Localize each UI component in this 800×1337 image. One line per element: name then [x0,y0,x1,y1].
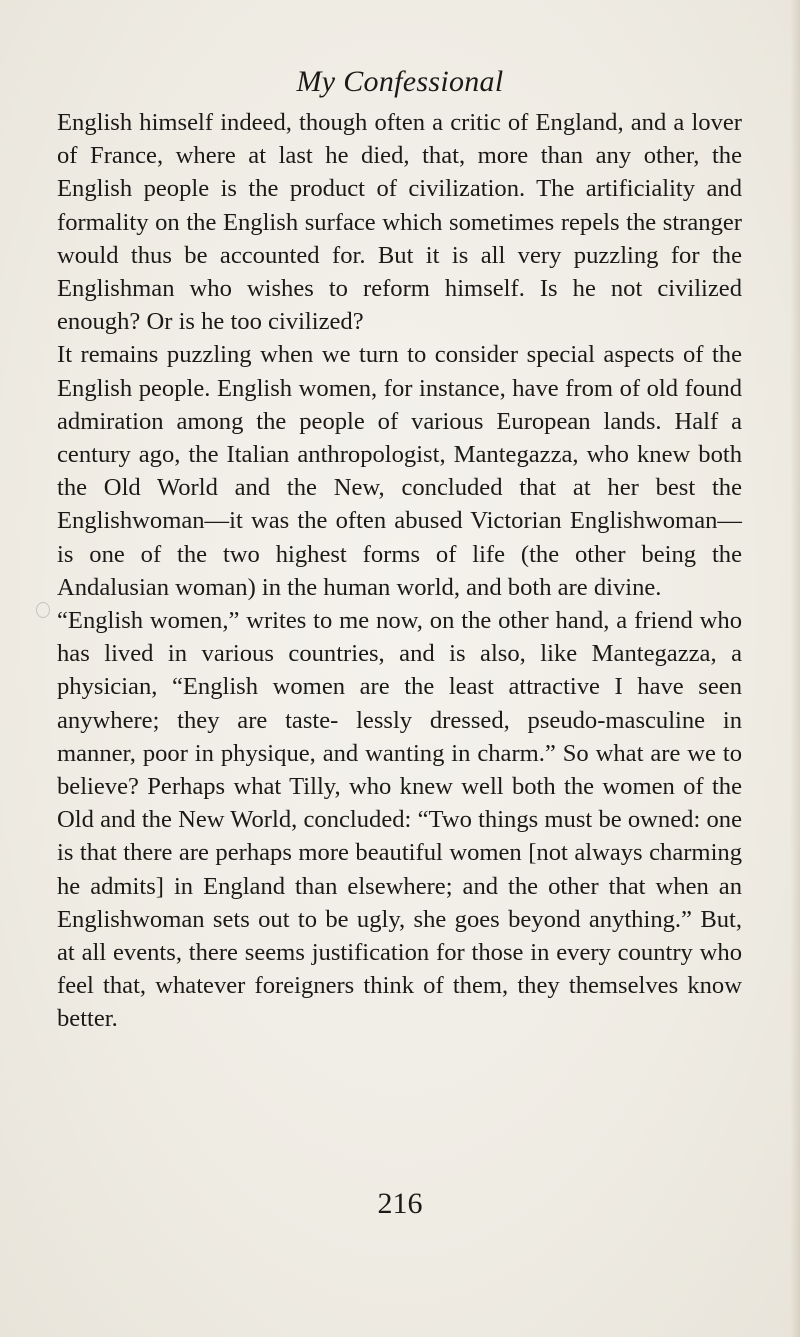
page-edge-shadow [790,0,800,1337]
margin-pencil-mark [36,602,50,618]
body-text [57,106,742,1036]
paragraph-2: It remains puzzling when we turn to consider special aspects of the English people. English women, for instance, have from of old found admiration among the people of various European lands. Half a century ago, the Italian anthropologist, Mantegazza, who knew both the Old World and the New, concluded that at her best the Englishwoman—it was the often abused Victorian Englishwoman—is one of the two highest forms of life (the other being the Andalusian woman) in the human world, and both are divine. [57,341,742,601]
page-number: 216 [377,1187,423,1220]
paragraph-3: “English women,” writes to me now, on the other hand, a friend who has lived in various countries, and is also, like Mantegazza, a physician, “English women are the least attractive I have seen anywhere; they are taste- lessly dressed, pseudo-masculine in manner, poor in physique, and wanting in charm.” So what are we to believe? Perhaps what Tilly, who knew well both the women of the Old and the New World, concluded: “Two things must be owned: one is that there are perhaps more beautiful women [not always charming he admits] in England than elsewhere; and the other that when an Englishwoman sets out to be ugly, she goes beyond anything.” But, at all events, there seems justification for those in every country who feel that, whatever foreigners think of them, they themselves know better. [57,607,742,1033]
running-title: My Confessional [296,65,504,98]
paragraph-1: English himself indeed, though often a critic of England, and a lover of France, where at last he died, that, more than any other, the English people is the product of civilization. The artificiality and formality on the English surface which sometimes repels the stranger would thus be accounted for. But it is all very puzzling for the Englishman who wishes to reform himself. Is he not civilized enough? Or is he too civilized? [57,109,742,336]
